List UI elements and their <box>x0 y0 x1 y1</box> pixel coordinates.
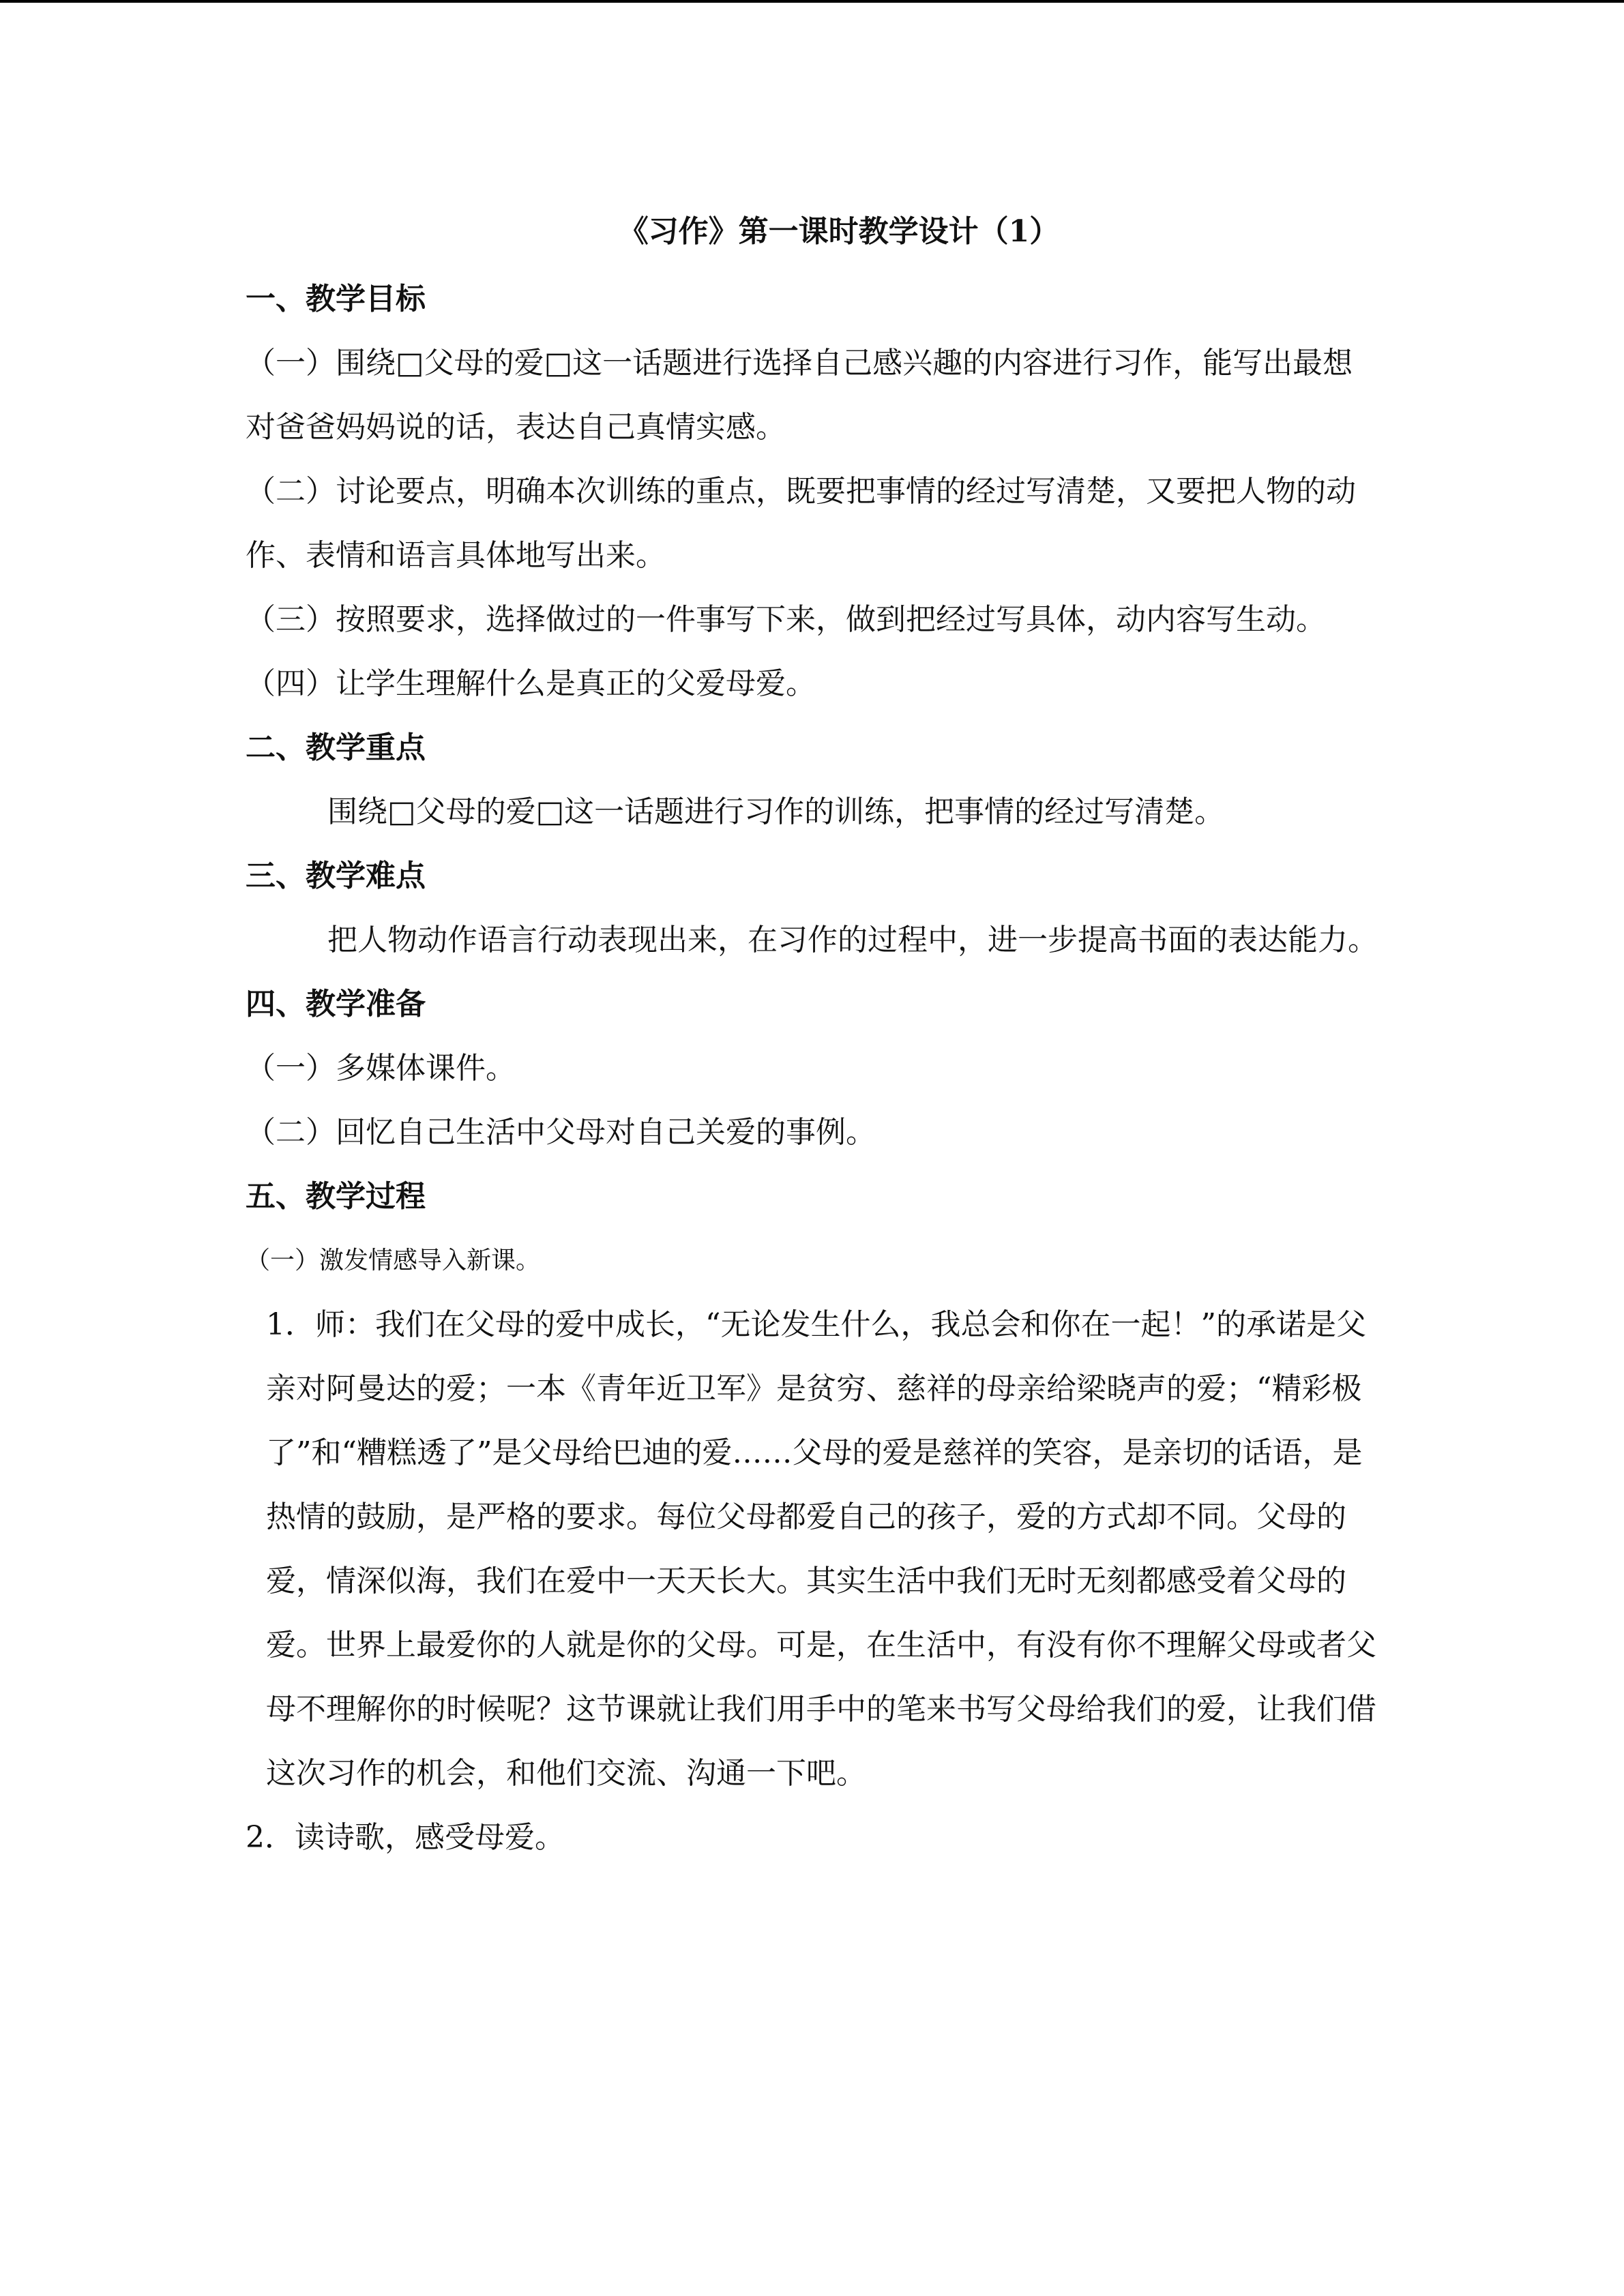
heading-difficulties: 三、教学难点 <box>246 859 426 893</box>
heading-preparation: 四、教学准备 <box>246 987 426 1022</box>
top-border <box>0 0 1624 3</box>
heading-goals: 一、教学目标 <box>246 282 426 316</box>
document-title: 《习作》第一课时教学设计（1） <box>618 214 1060 249</box>
key-points-text: 围绕□父母的爱□这一话题进行习作的训练，把事情的经过写清楚。 <box>327 794 1225 829</box>
goal-item-4: （四）让学生理解什么是真正的父爱母爱。 <box>246 666 816 701</box>
preparation-item-1: （一）多媒体课件。 <box>246 1051 516 1086</box>
process-step-2: 2．读诗歌，感受母爱。 <box>246 1820 565 1855</box>
heading-process: 五、教学过程 <box>246 1179 426 1214</box>
process-step-1: 1．师：我们在父母的爱中成长，“无论发生什么，我总会和你在一起！”的承诺是父亲对阿曼达的爱；一本《青年近卫军》是贫穷、慈祥的母亲给梁晓声的爱；“精彩极了”和“糟糕透了”是父母给巴迪的爱……父母的爱是慈祥的笑容，是亲切的话语，是热情的鼓励，是严格的要求。每位父母都爱自己的孩子，爱的方式却不同。父母的爱，情深似海，我们在爱中一天天长大。其实生活中我们无时无刻都感受着父母的爱。世界上最爱你的人就是你的父母。可是，在生活中，有没有你不理解父母或者父母不理解你的时候呢？这节课就让我们用手中的笔来书写父母给我们的爱，让我们借这次习作的机会，和他们交流、沟通一下吧。 <box>266 1307 1376 1791</box>
heading-key-points: 二、教学重点 <box>246 730 426 765</box>
preparation-item-2: （二）回忆自己生活中父母对自己关爱的事例。 <box>246 1115 876 1150</box>
difficulties-text: 把人物动作语言行动表现出来，在习作的过程中，进一步提高书面的表达能力。 <box>327 923 1378 957</box>
process-subsection-1: （一）激发情感导入新课。 <box>246 1247 541 1274</box>
document-page <box>246 205 1378 1870</box>
goal-item-2: （二）讨论要点，明确本次训练的重点，既要把事情的经过写清楚，又要把人物的动作、表情和语言具体地写出来。 <box>246 474 1356 573</box>
goal-item-3: （三）按照要求，选择做过的一件事写下来，做到把经过写具体，动内容写生动。 <box>246 602 1326 637</box>
goal-item-1: （一）围绕□父母的爱□这一话题进行选择自己感兴趣的内容进行习作，能写出最想对爸爸妈妈说的话，表达自己真情实感。 <box>246 346 1353 445</box>
